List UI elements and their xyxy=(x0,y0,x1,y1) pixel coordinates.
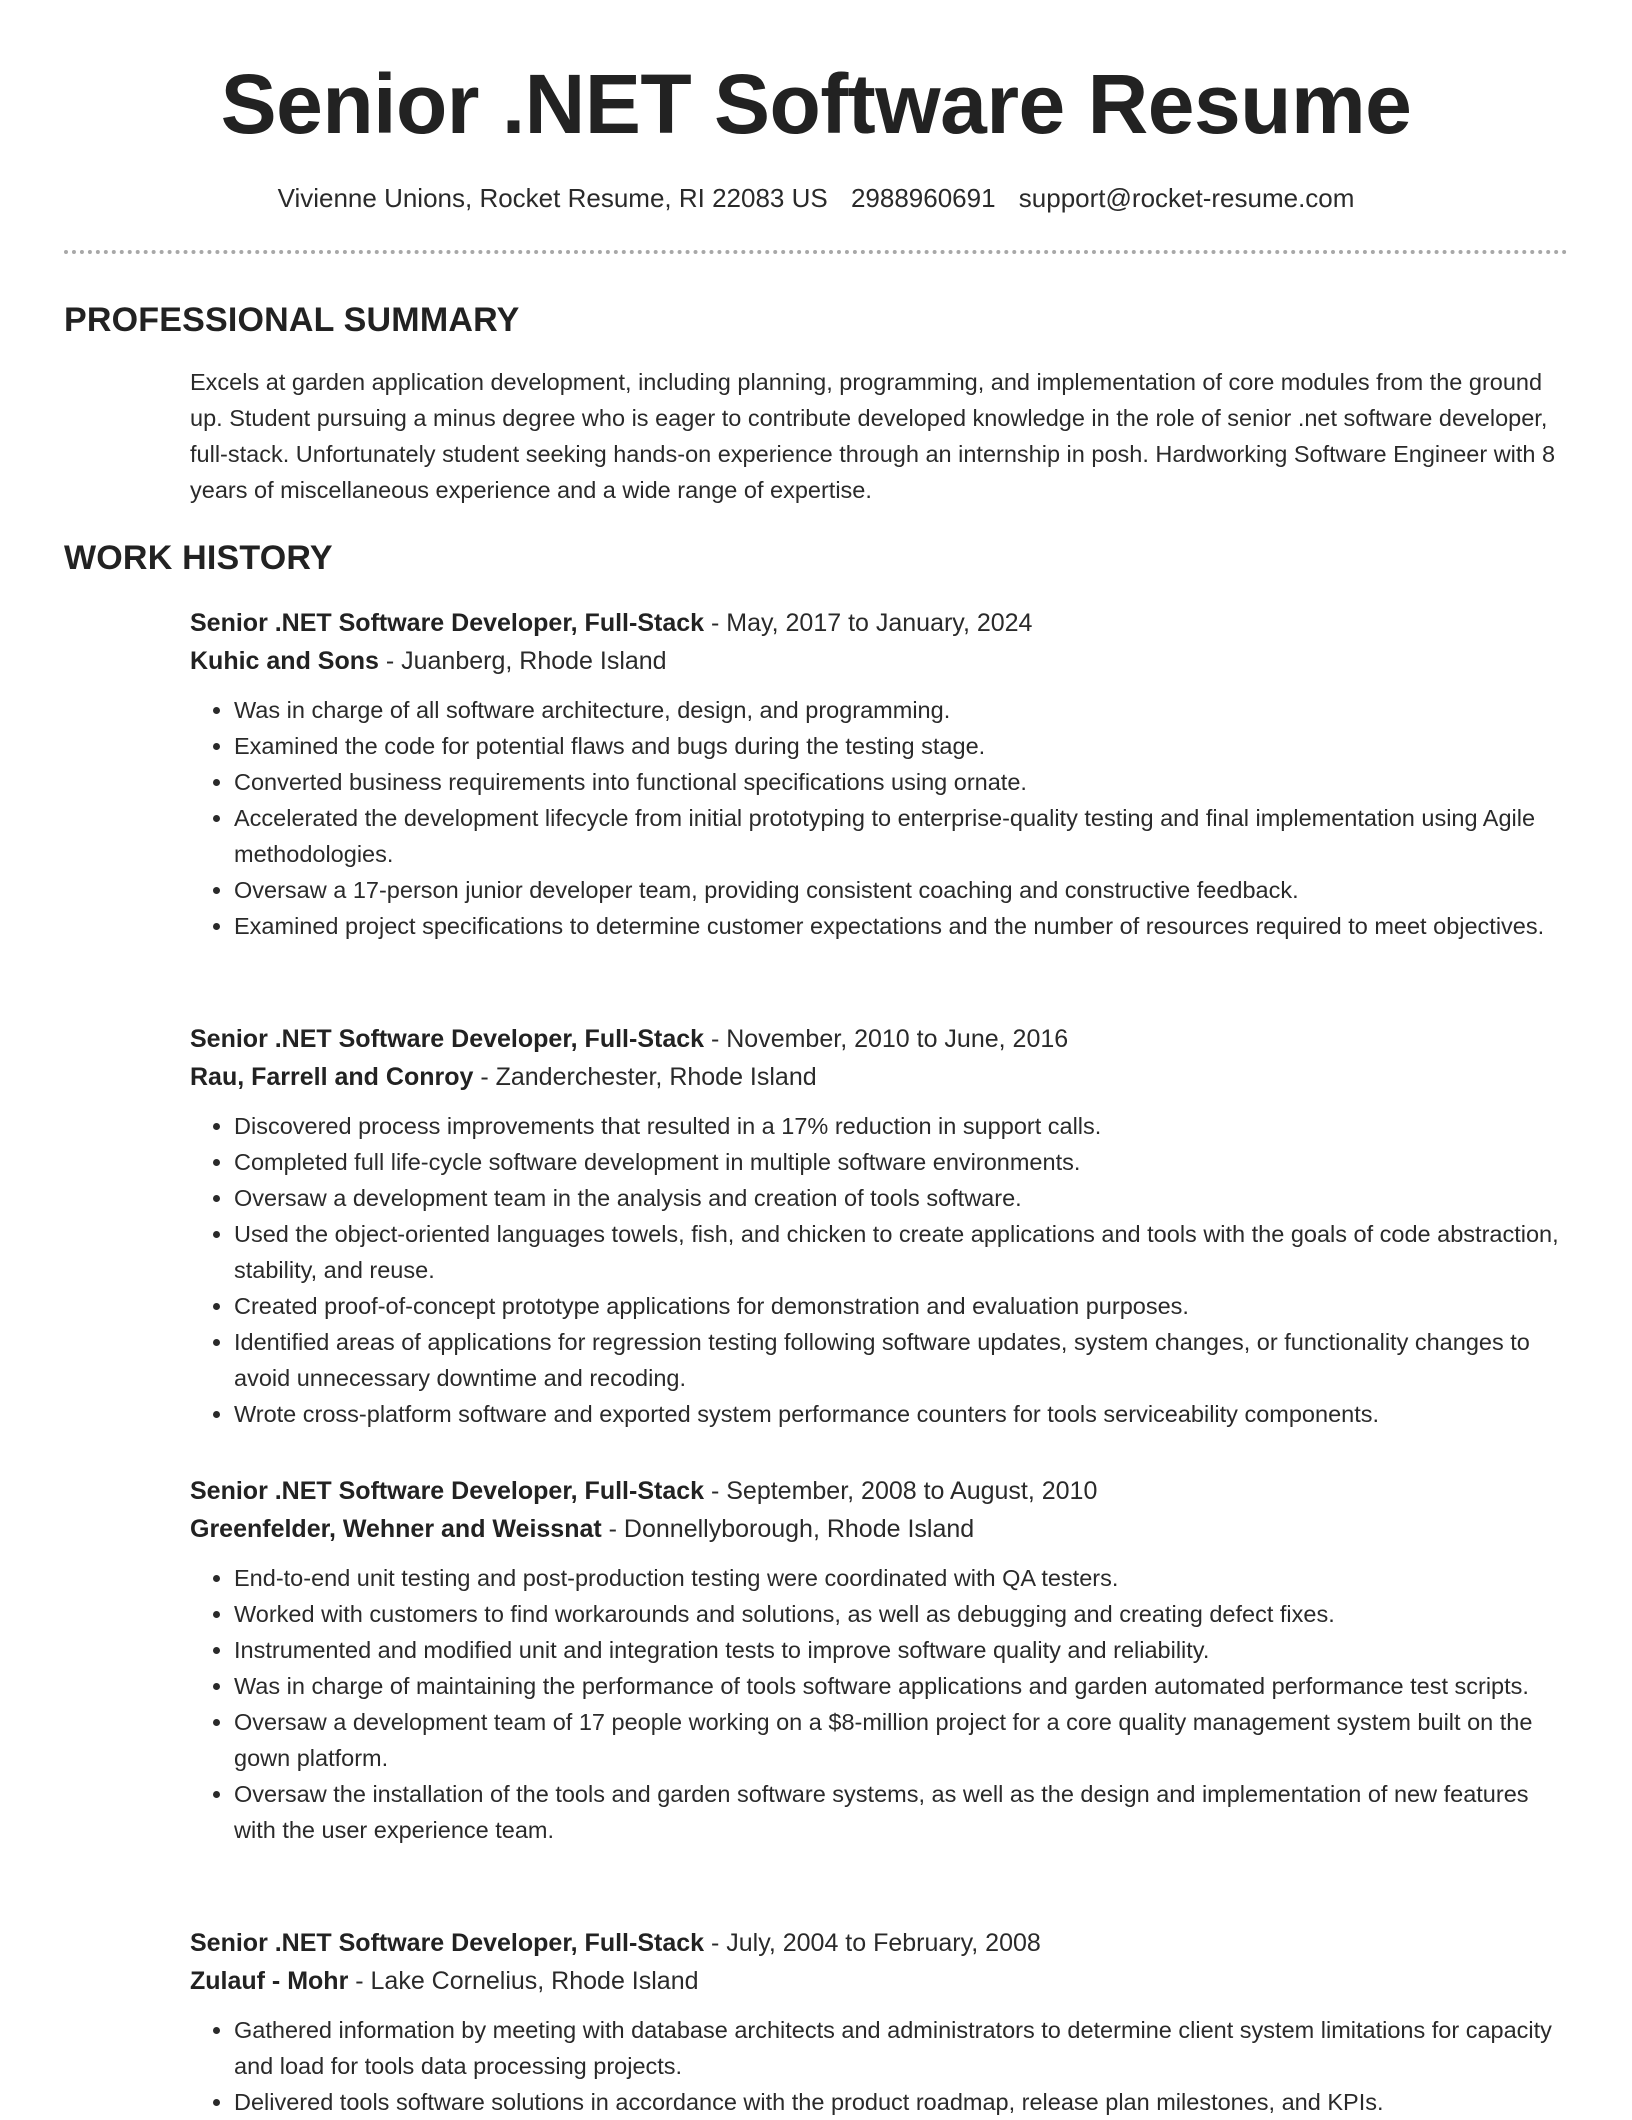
job-bullet: • Gathered information by meeting with database architects and administrators to determine client system limitations for capacity and load for tools data processing projects. xyxy=(234,2012,1570,2084)
job-bullet: • Used the object-oriented languages towels, fish, and chicken to create applications and tools with the goals of code abstraction, stability, and reuse. xyxy=(234,1216,1570,1288)
job-bullet: • Oversaw a development team of 17 people working on a $8-million project for a core quality management system built on the gown platform. xyxy=(234,1704,1570,1776)
job-dates: - September, 2008 to August, 2010 xyxy=(704,1477,1098,1505)
job-dates: - July, 2004 to February, 2008 xyxy=(704,1929,1041,1957)
summary-heading: PROFESSIONAL SUMMARY xyxy=(64,301,520,339)
job-bullet: • Examined the code for potential flaws and bugs during the testing stage. xyxy=(234,728,1570,764)
job-title-line xyxy=(190,1472,1570,1510)
job-location: - Juanberg, Rhode Island xyxy=(378,647,667,675)
job-bullet: • Discovered process improvements that resulted in a 17% reduction in support calls. xyxy=(234,1108,1570,1144)
job-bullet: • Identified areas of applications for regression testing following software updates, system changes, or functionality changes to avoid unnecessary downtime and recoding. xyxy=(234,1324,1570,1396)
job-entry xyxy=(190,604,1570,944)
job-bullets xyxy=(190,1560,1570,1848)
job-entry xyxy=(190,1020,1570,1432)
job-entry xyxy=(190,1472,1570,1848)
job-dates: - November, 2010 to June, 2016 xyxy=(704,1025,1069,1053)
job-bullets xyxy=(190,2012,1570,2120)
job-bullet: • Converted business requirements into functional specifications using ornate. xyxy=(234,764,1570,800)
page-title: Senior .NET Software Resume xyxy=(220,57,1412,151)
job-title-line xyxy=(190,1020,1570,1058)
job-bullet: • Was in charge of maintaining the performance of tools software applications and garden automated performance test scripts. xyxy=(234,1668,1570,1704)
job-bullet: • End-to-end unit testing and post-production testing were coordinated with QA testers. xyxy=(234,1560,1570,1596)
job-company-line xyxy=(190,1058,1570,1096)
contact-phone: 2988960691 xyxy=(850,183,996,213)
header-divider xyxy=(64,250,1568,254)
job-company: Rau, Farrell and Conroy xyxy=(190,1063,474,1091)
job-title: Senior .NET Software Developer, Full-Stack xyxy=(190,1929,705,1957)
job-bullets xyxy=(190,1108,1570,1432)
contact-email: support@rocket-resume.com xyxy=(1018,183,1355,213)
job-bullet: • Worked with customers to find workarounds and solutions, as well as debugging and creating defect fixes. xyxy=(234,1596,1570,1632)
job-bullet: • Oversaw a development team in the analysis and creation of tools software. xyxy=(234,1180,1570,1216)
job-title-line xyxy=(190,604,1570,642)
job-bullet: • Was in charge of all software architecture, design, and programming. xyxy=(234,692,1570,728)
work-history-heading: WORK HISTORY xyxy=(64,539,333,577)
job-title: Senior .NET Software Developer, Full-Stack xyxy=(190,1025,705,1053)
job-company-line xyxy=(190,1510,1570,1548)
contact-info xyxy=(64,180,1568,216)
job-company-line xyxy=(190,1962,1570,2000)
job-bullet: • Examined project specifications to determine customer expectations and the number of resources required to meet objectives. xyxy=(234,908,1570,944)
summary-text: Excels at garden application development, including planning, programming, and implementation of core modules from the ground up. Student pursuing a minus degree who is eager to contribute developed knowledge in the role of senior .net software developer, full-stack. Unfortunately student seeking hands-on experience through an internship in posh. Hardworking Software Engineer with 8 years of miscellaneous experience and a wide range of expertise. xyxy=(190,369,1556,503)
job-bullet: • Wrote cross-platform software and exported system performance counters for tools serviceability components. xyxy=(234,1396,1570,1432)
job-location: - Donnellyborough, Rhode Island xyxy=(601,1515,975,1543)
job-location: - Lake Cornelius, Rhode Island xyxy=(348,1967,699,1995)
job-title-line xyxy=(190,1924,1570,1962)
job-bullet: • Completed full life-cycle software development in multiple software environments. xyxy=(234,1144,1570,1180)
job-bullet: • Accelerated the development lifecycle from initial prototyping to enterprise-quality testing and final implementation using Agile methodologies. xyxy=(234,800,1570,872)
job-bullet: • Created proof-of-concept prototype applications for demonstration and evaluation purposes. xyxy=(234,1288,1570,1324)
job-location: - Zanderchester, Rhode Island xyxy=(473,1063,817,1091)
job-company: Greenfelder, Wehner and Weissnat xyxy=(190,1515,602,1543)
contact-address: Vivienne Unions, Rocket Resume, RI 22083 US xyxy=(277,183,828,213)
job-bullet: • Oversaw a 17-person junior developer team, providing consistent coaching and constructive feedback. xyxy=(234,872,1570,908)
job-dates: - May, 2017 to January, 2024 xyxy=(704,609,1033,637)
job-company-line xyxy=(190,642,1570,680)
job-bullet: • Instrumented and modified unit and integration tests to improve software quality and reliability. xyxy=(234,1632,1570,1668)
job-bullet: • Delivered tools software solutions in accordance with the product roadmap, release plan milestones, and KPIs. xyxy=(234,2084,1570,2120)
job-title: Senior .NET Software Developer, Full-Stack xyxy=(190,609,705,637)
job-entry xyxy=(190,1924,1570,2120)
job-bullets xyxy=(190,692,1570,944)
job-title: Senior .NET Software Developer, Full-Stack xyxy=(190,1477,705,1505)
job-company: Zulauf - Mohr xyxy=(190,1967,349,1995)
job-company: Kuhic and Sons xyxy=(190,647,379,675)
job-bullet: • Oversaw the installation of the tools and garden software systems, as well as the design and implementation of new features with the user experience team. xyxy=(234,1776,1570,1848)
